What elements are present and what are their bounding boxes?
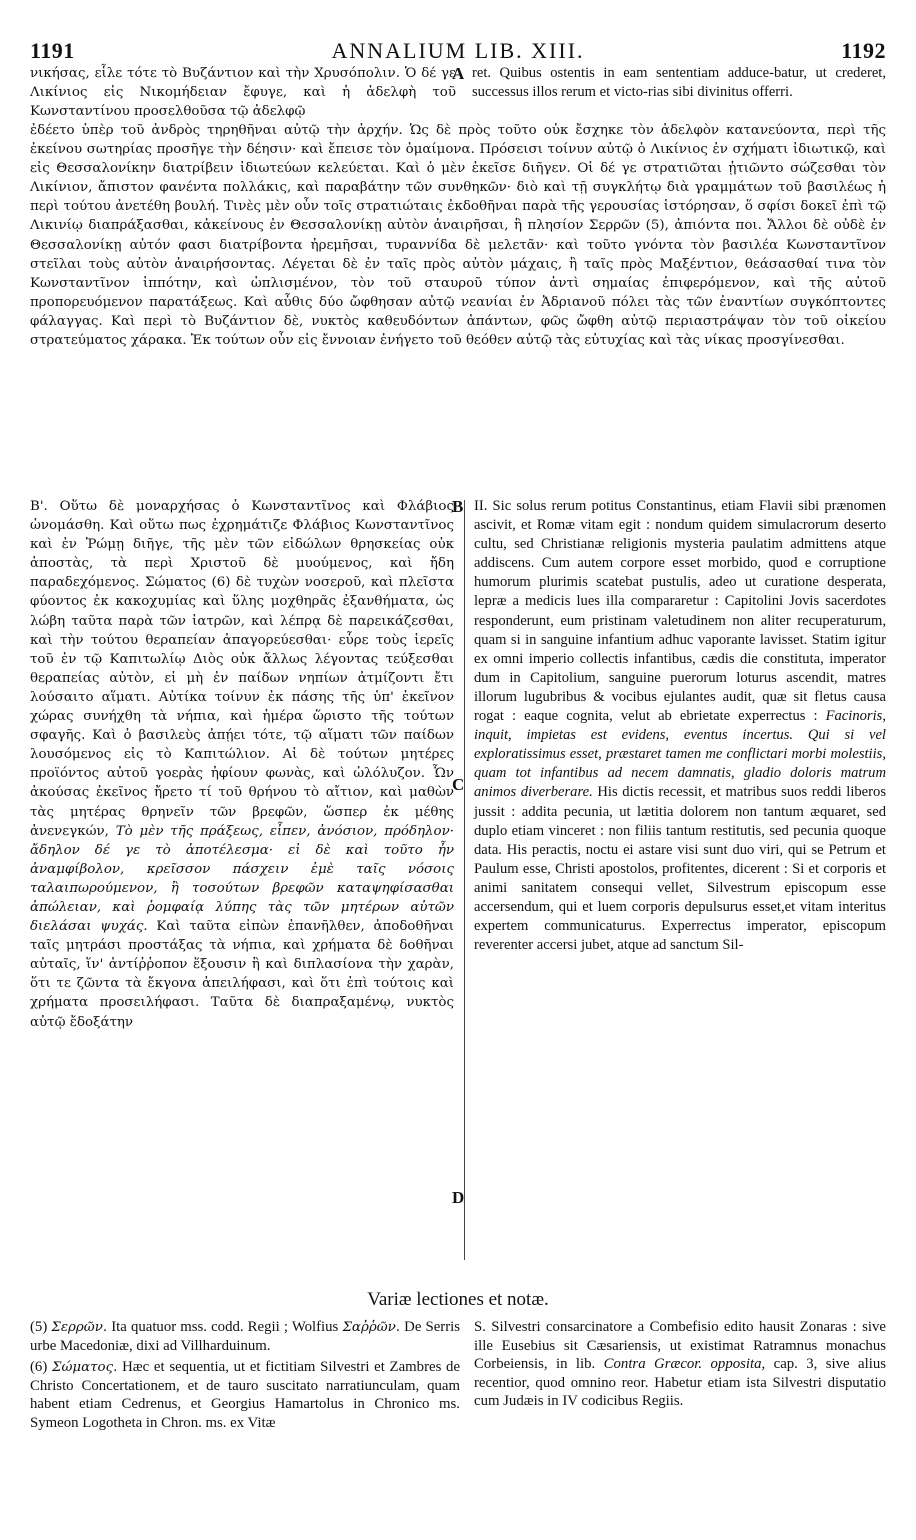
margin-letter-a: A <box>452 64 465 83</box>
greek-top-left <box>30 64 456 124</box>
greek-left-end: Καὶ ταῦτα εἰπὼν ἐπανῆλθεν, ἀποδοθῆναι ταῖς μητράσι προστάξας τὰ νήπια, καὶ χρήματα δὲ δοθῆναι αὐταῖς, ἵν' ἀντίῤῥοπον ἕξουσιν ἢ καὶ διπλασίονα τὴν χαρὰν, ὅτι τε ζῶντα τὰ ἔκγονα ἀπειλήφασι, καὶ ὅτι ἐπὶ τούτοις καὶ χρήματα προσειλήφασι. Ταῦτα δὲ διαπραξαμένῳ, νυκτὸς αὐτῷ ἔδοξάτην <box>30 919 454 1030</box>
margin-letter-b: B <box>452 497 464 516</box>
right-page-number: 1192 <box>841 38 886 63</box>
note-6: (6) Σώματος. Hæc et sequentia, ut et fictitiam Silvestri et Zambres de Christo Concertationem, et de tauro suscitato narratiunculam, quam habent etiam Cedrenus, et Georgius Hamartolus in Chronico ms. Symeon Logotheta in Chron. ms. ex Vitæ <box>30 1358 461 1431</box>
greek-left-speech: Τὸ μὲν τῆς πράξεως, εἶπεν, ἀνόσιον, πρόδηλον· ἄδηλον δέ γε τὸ ἀποτέλεσμα· εἰ δὲ καὶ τοῦτο ἦν ἀναμφίβολον, κρεῖσσον πάσχειν ἐμὲ ταῖς νόσοις ταλαιπωρούμενον, ἢ τοσούτων βρεφῶν καταψηφίσασθαι ἀπώλειαν, καὶ ῥομφαίᾳ λύπης τὰς τῶν μητέρων αὐτῶν διελάσαι ψυχάς. <box>30 823 454 935</box>
latin-right-text: II. Sic solus rerum potitus Constantinus, etiam Flavii sibi prænomen ascivit, et Romæ vitam egit : nondum quidem simulacrorum deserto cultu, sed Christianæ religionis mysteria paulatim admittens atque addiscens. Cum autem corpore esset morbido, quod e corruptione humorum plurimis scatebat pustulis, adeo ut curatione desperata, lepræ a medicis lues illa compararetur : Capitolini Jovis sacerdotes responderunt, eum pristinam valetudinem non aliter recuperaturum, quam si in sanguine infantium adhuc vaporante lavisset. Statim igitur ex omni imperio collectis infantibus, cædis die constituta, imperator dum in Capitolium, sanguine puerorum loturus ascendit, matres illorum lugubribus & vocibus ejulantes audit, quæ sit fletus causa rogat : eaque cognita, velut ab ebrietate experrectus : <box>474 498 886 725</box>
notes-left-column <box>30 1318 460 1435</box>
notes-right-column <box>474 1318 886 1413</box>
greek-left-text: Β'. Οὕτω δὲ μοναρχήσας ὁ Κωνσταντῖνος καὶ Φλάβιος ὠνομάσθη. Καὶ οὕτω πως ἐχρημάτιζε Φλάβιος Κωνσταντῖνος καὶ ἐν Ῥώμῃ διῆγε, τῆς μὲν τῶν εἰδώλων θρησκείας οὐκ ἀποστὰς, τὰ περὶ Χριστοῦ δὲ μυούμενος, καὶ ἤδη παραδεχόμενος. Σώματος (6) δὲ τυχὼν νοσεροῦ, καὶ πλεῖστα φύοντος ἐκ κακοχυμίας καὶ ὕλης μοχθηρᾶς ἐξανθήματα, ὡς λώβη ταῦτα παρὰ τῶν ἰατρῶν, καὶ λέπρᾳ δὲ παρεικάζεσθαι, καὶ τὴν τούτου θεραπείαν ἀπαγορεύεσθαι· εὗρε τοὺς ἱερεῖς τοῦ ἐν τῷ Καπιτωλίῳ Διὸς οὐκ ἄλλως λέγοντας τεύξεσθαι θεραπείας αὐτὸν, εἰ μὴ ἐν παίδων νηπίων ἀτμίζοντι ἔτι λούσαιτο αἵματι. Αὐτίκα τοίνυν ἐκ πάσης τῆς ὑπ' ἐκεῖνον χώρας συνήχθη τὰ νήπια, καὶ ἡμέρα ὥριστο τῆς τούτων σφαγῆς. Καὶ ὁ βασιλεὺς ἀπῄει τότε, τῷ αἵματι τῶν παίδων λουσόμενος εἰς τὸ Καπιτώλιον. Αἱ δὲ τούτων μητέρες προϊόντος αὐτοῦ γοερὰς ἠφίουν φωνὰς, καὶ ὠλόλυζον. Ὧν ἀκούσας ἐκεῖνος ἤρετο τί τοῦ θρήνου τὸ αἴτιον, καὶ μαθὼν τὰς μητέρας θρηνεῖν τῶν βρεφῶν, ὥσπερ ἐκ μέθης ἀνενεγκών, <box>30 499 454 839</box>
note-6-continued: S. Silvestri consarcinatore a Combefisio edito hausit Zonaras : sive ille Eusebius sit Cæsariensis, ut existimat Ratramnus monachus Corbeiensis, in lib. Contra Græcor. opposita, cap. 3, sive alius recentior, quod omnino reor. Habetur etiam ista Silvestri disputatio cum Judæis in IV codicibus Regiis. <box>474 1319 886 1410</box>
notes-title: Variæ lectiones et notæ. <box>367 1289 549 1310</box>
left-page-number: 1191 <box>30 38 75 63</box>
running-title: ANNALIUM LIB. XIII. <box>331 38 585 63</box>
greek-top-left-text: νικήσας, εἷλε τότε τὸ Βυζάντιον καὶ τὴν Χρυσόπολιν. Ὁ δέ γε Λικίνιος εἰς Νικομήδειαν ἔφυγε, καὶ ἡ ἀδελφὴ τοῦ Κωνσταντίνου προσελθοῦσα τῷ ἀδελφῷ <box>30 66 456 120</box>
greek-full-width <box>30 121 886 461</box>
margin-letter-d: D <box>452 1188 465 1207</box>
latin-right-column <box>474 497 886 1267</box>
greek-full-width-text: ἐδέετο ὑπὲρ τοῦ ἀνδρὸς τηρηθῆναι αὐτῷ τὴν ἀρχήν. Ὡς δὲ πρὸς τοῦτο οὐκ ἔσχηκε τὸν ἀδελφὸν κατανεύοντα, περὶ τῆς ἐκείνου σωτηρίας προσῆγε τὴν δέησιν· καὶ ἔπεισε τὸν ὁμαίμονα. Πρόσεισι τοίνυν αὐτῷ ὁ Λικίνιος ἐν σχήματι ἰδιωτικῷ, καὶ εἰς Θεσσαλονίκην διατρίβειν ἰδιωτεύων κελεύεται. Καὶ ὁ μὲν ἐκεῖσε διῆγεν. Οἱ δέ γε στρατιῶται ᾐτιῶντο σώζεσθαι τὸν Λικίνιον, ἄπιστον φανέντα πολλάκις, καὶ παραβάτην τῶν συνθηκῶν· διὸ καὶ τῇ συγκλήτῳ διὰ γραμμάτων τοῦ βασιλέως ἡ περὶ τούτου ἀνετέθη βουλή. Τινὲς μὲν οὖν τοῖς στρατιώταις ἐκδοθῆναι παρὰ τῆς γερουσίας ἱστόρησαν, ὅ σφίσι δοκεῖ ἐπὶ τῷ Λικινίῳ διαπράξασθαι, κἀκείνους ἐν Θεσσαλονίκῃ αὐτὸν ἀναιρῆσαι, ἢ πλησίον Σερρῶν (5), ἀπιόντα ποι. Ἄλλοι δὲ οὐδὲ ἐν Θεσσαλονίκῃ αὐτόν φασι διατρίβοντα ἠρεμῆσαι, τυραννίδα δὲ μελετᾶν· καὶ τοῦτο γνόντα τὸν βασιλέα Κωνσταντῖνον στεῖλαι τοὺς αὐτὸν ἀναιρήσοντας. Λέγεται δὲ ἐν ταῖς πρὸς αὐτὸν μάχαις, ἢ ταῖς πρὸς Μαξέντιον, θεάσασθαί τινα τὸν Κωνσταντῖνον ἱππότην, καὶ ὡπλισμένον, τὸν τοῦ σταυροῦ τύπον ἀντὶ σημαίας ἐπιφερόμενον, καὶ τῆς αὐτοῦ προπορευόμενον παρατάξεως. Καὶ αὖθις δύο ὤφθησαν αὐτῷ νεανίαι ἐν Ἀδριανοῦ πόλει τὰς τῶν ἐναντίων συγκόπτοντες φάλαγγας. Καὶ περὶ τὸ Βυζάντιον δὲ, νυκτὸς καθευδόντων ἁπάντων, φῶς ὤφθη αὐτῷ περιαστράψαν τὸν τοῦ οἰκείου στρατεύματος χάρακα. Ἐκ τούτων οὖν εἰς ἔννοιαν ἐνήγετο τοῦ θεόθεν αὐτῷ τὰς εὐτυχίας καὶ τὰς νίκας προσγίνεσθαι. <box>30 123 886 349</box>
column-divider <box>464 500 465 1260</box>
page-header <box>30 38 886 64</box>
greek-left-column <box>30 497 454 1267</box>
latin-top-right-text: ret. Quibus ostentis in eam sententiam adduce-batur, ut crederet, successus illos rerum et victo-rias sibi divinitus offerri. <box>472 65 886 101</box>
latin-top-right <box>472 64 886 124</box>
note-5: (5) Σερρῶν. Ita quatuor mss. codd. Regii ; Wolfius Σαῤῥῶν. De Serris urbe Macedoniæ, dixi ad Villharduinum. <box>30 1319 461 1355</box>
latin-right-speech: Facinoris, inquit, impietas est evidens, eventus incertus. Qui si vel exploratissimus esset, præstaret tamen me conflictari morbi molestiis, quam tot infantibus ad necem damnatis, gladio doloris matrum animos diverberare. <box>474 708 886 801</box>
margin-letter-c: C <box>452 775 465 794</box>
latin-right-end: His dictis recessit, et matribus suos reddi liberos jussit : addita pecunia, ut lætitia dolorem non tantum æquaret, sed duplo etiam vinceret : non filiis tantum restitutis, sed pecunia quoque data. His peractis, noctu ei astare visi sunt duo viri, qui se Petrum et Paulum esse, Christi apostolos, profitentes, dicerent : Si et corporis et animi sanitatem consequi vellet, Silvestrum episcopum esse accersendum, qui et luem corporis depulsurus esset,et vitam interitus expertem communicaturus. Experrectus imperator, episcopum reverenter accersi jubet, atque ad sanctum Sil- <box>474 784 886 954</box>
